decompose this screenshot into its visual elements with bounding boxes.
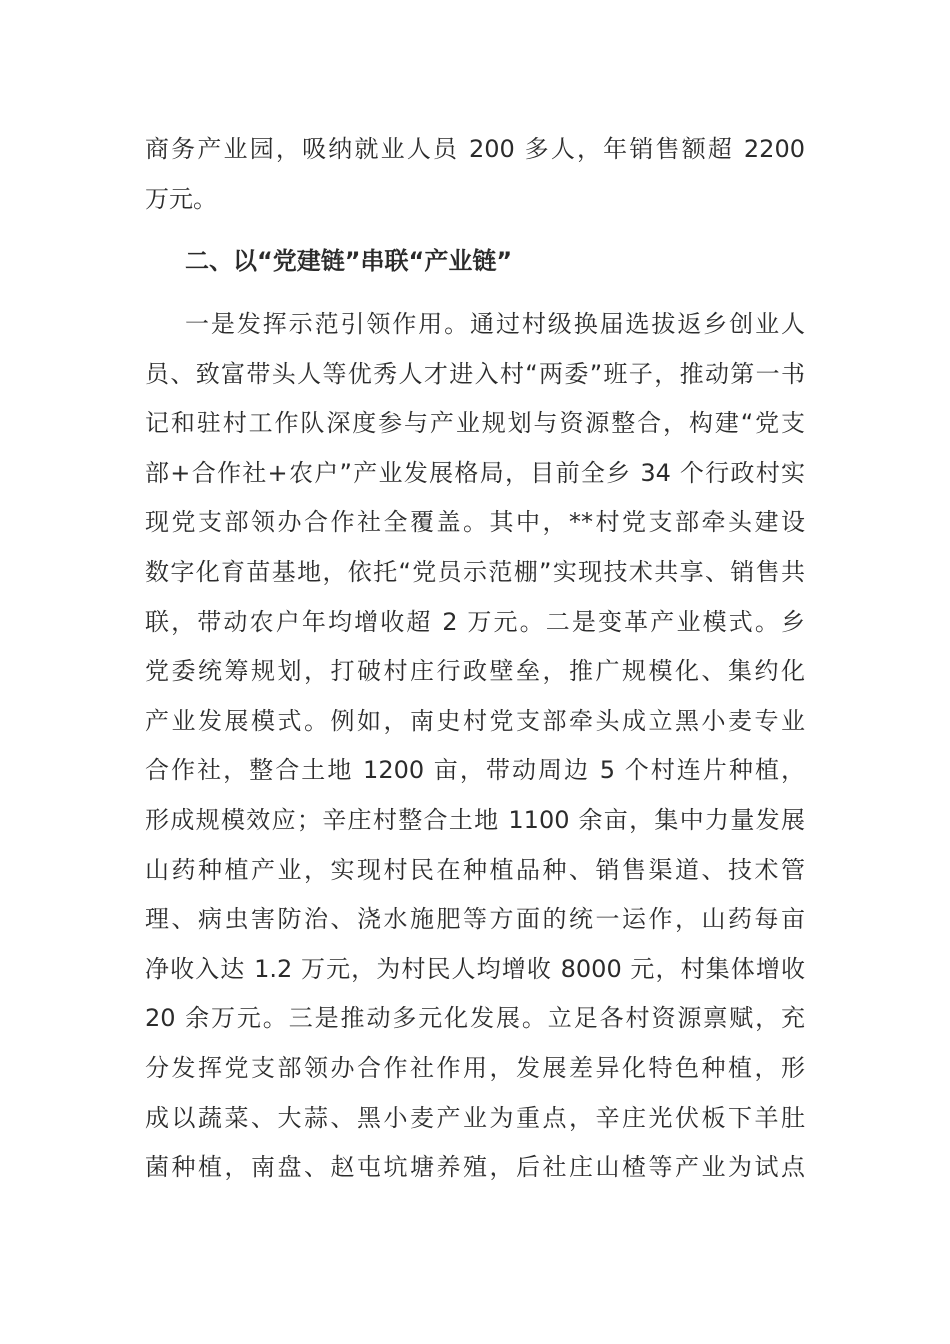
text-line: 山药种植产业，实现村民在种植品种、销售渠道、技术管 [145, 855, 805, 884]
text-line: 分发挥党支部领办合作社作用，发展差异化特色种植，形 [145, 1053, 805, 1082]
text-line: 联，带动农户年均增收超 2 万元。二是变革产业模式。乡 [145, 607, 805, 636]
text-line: 现党支部领办合作社全覆盖。其中，**村党支部牵头建设 [145, 508, 805, 537]
text-line: 记和驻村工作队深度参与产业规划与资源整合，构建“党支 [145, 409, 805, 438]
text-line: 成以蔬菜、大蒜、黑小麦产业为重点，辛庄光伏板下羊肚 [145, 1103, 805, 1132]
text-line: 一是发挥示范引领作用。通过村级换届选拔返乡创业人 [185, 310, 805, 338]
text-line: 形成规模效应；辛庄村整合土地 1100 余亩，集中力量发展 [145, 805, 805, 834]
text-line: 产业发展模式。例如，南史村党支部牵头成立黑小麦专业 [145, 706, 805, 735]
text-line: 数字化育苗基地，依托“党员示范棚”实现技术共享、销售共 [145, 557, 805, 586]
section-heading: 二、以“党建链”串联“产业链” [185, 247, 513, 275]
text-line: 万元。 [145, 184, 217, 213]
text-line: 部+合作社+农户”产业发展格局，目前全乡 34 个行政村实 [145, 458, 805, 487]
text-line: 菌种植，南盘、赵屯坑塘养殖，后社庄山楂等产业为试点 [145, 1153, 805, 1182]
text-line: 理、病虫害防治、浇水施肥等方面的统一运作，山药每亩 [145, 905, 805, 934]
paragraph-body [145, 300, 805, 1193]
text-line: 20 余万元。三是推动多元化发展。立足各村资源禀赋，充 [145, 1004, 805, 1033]
text-line: 净收入达 1.2 万元，为村民人均增收 8000 元，村集体增收 [145, 954, 805, 983]
paragraph-continued [145, 125, 805, 224]
text-line: 党委统筹规划，打破村庄行政壁垒，推广规模化、集约化 [145, 657, 805, 686]
text-line: 员、致富带头人等优秀人才进入村“两委”班子，推动第一书 [145, 359, 805, 388]
section-heading-block [145, 237, 805, 287]
text-line: 合作社，整合土地 1200 亩，带动周边 5 个村连片种植， [145, 756, 805, 785]
text-line: 商务产业园，吸纳就业人员 200 多人，年销售额超 2200 [145, 135, 805, 163]
